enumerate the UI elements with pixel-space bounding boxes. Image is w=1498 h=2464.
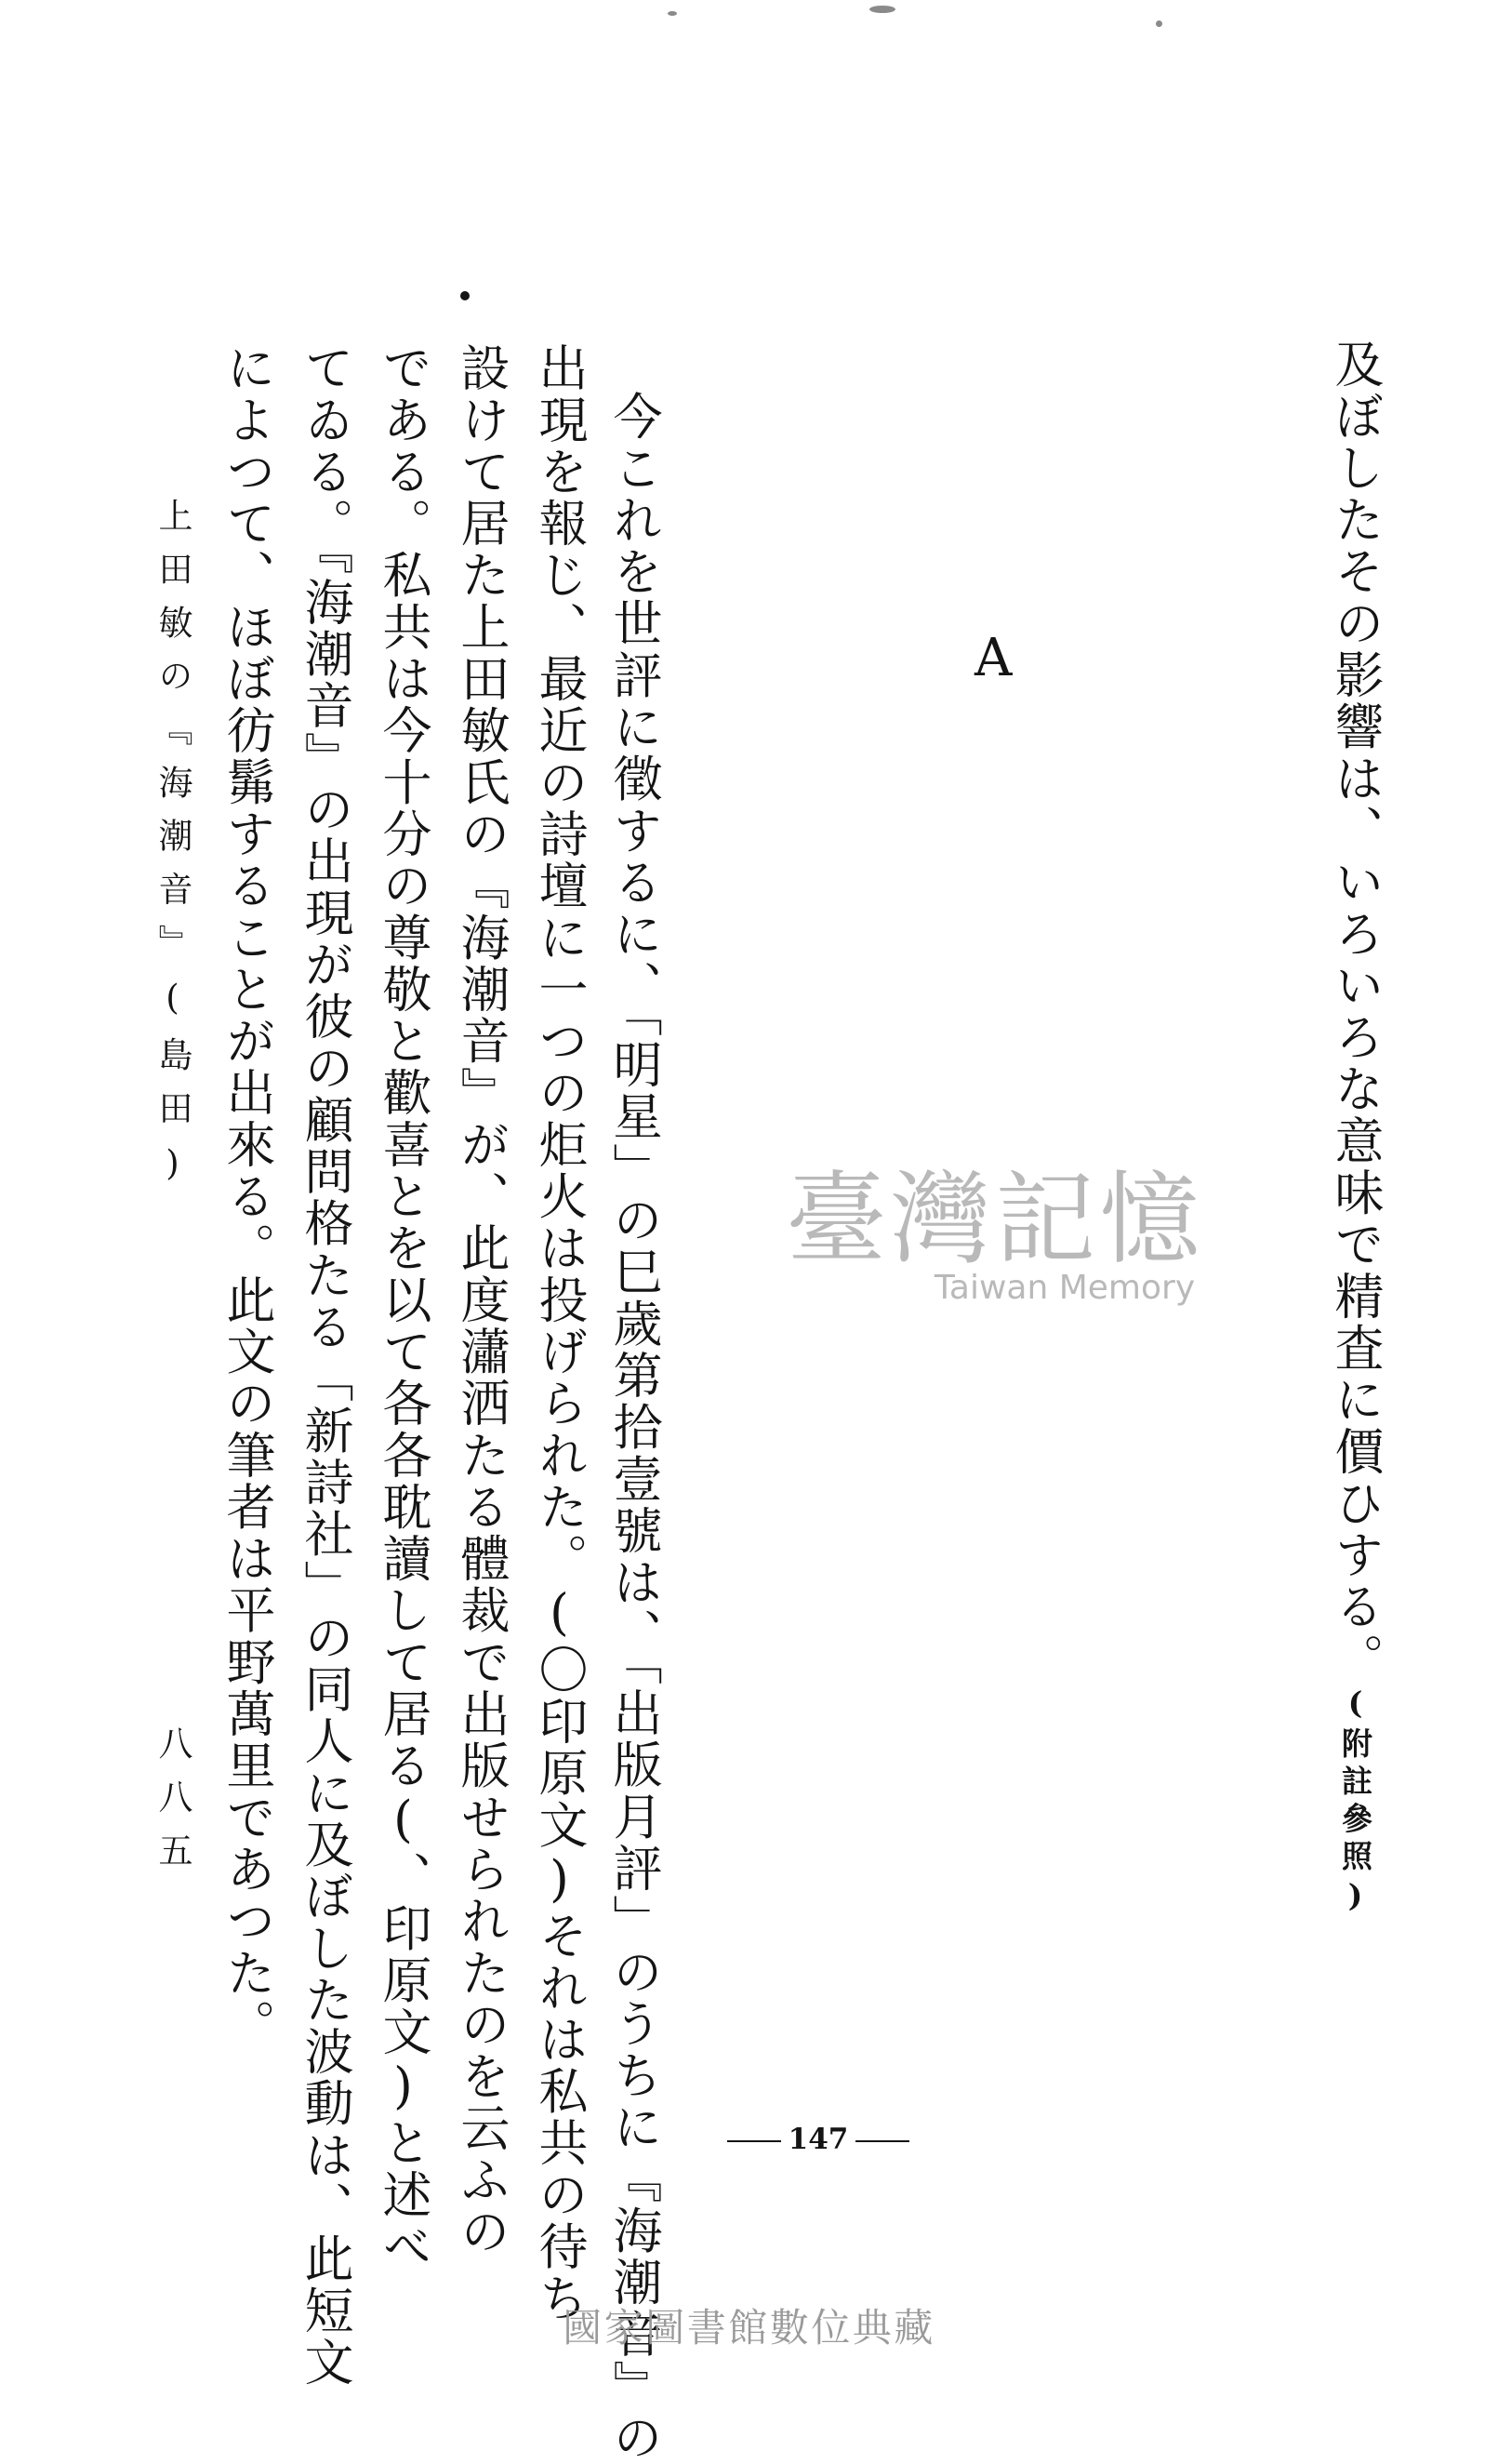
- scan-speck: [1156, 20, 1162, 27]
- library-footer: 國家圖書館數位典藏: [563, 2305, 935, 2351]
- running-head: 上田敏の『海潮音』(島田): [152, 498, 192, 1203]
- scan-speck: [869, 6, 895, 13]
- watermark: [744, 1162, 1246, 1308]
- section-letter: A: [974, 628, 1013, 688]
- watermark-subtitle: Taiwan Memory: [934, 1269, 1196, 1308]
- watermark-title: 臺灣記憶: [786, 1162, 1204, 1278]
- text-column-1: [1327, 339, 1384, 1921]
- text-line: 及ぼしたその影響は、いろいろな意味で精査に價ひする。: [1327, 339, 1384, 1685]
- scan-speck: [668, 11, 677, 16]
- text-column-6: てゐる。『海潮音』の出現が彼の顧問格たる「新詩社」の同人に及ぼした波動は、此短文: [297, 342, 353, 2389]
- text-column-4: 設けて居た上田敏氏の『海潮音』が、此度瀟洒たる體裁で出版せられたのを云ふの: [453, 342, 510, 2258]
- note-see-appendix: (附註參照): [1337, 1684, 1373, 1921]
- page-number: [716, 2125, 921, 2154]
- text-column-5: である。私共は今十分の尊敬と歡喜とを以て各各耽讀して居る(、印原文)と述べ: [375, 342, 431, 2273]
- leaf-number: 八八五: [152, 1725, 192, 1886]
- text-column-2: 今これを世評に徵するに、「明星」の巳歲第拾壹號は、「出版月評」のうちに『海潮音』の: [605, 391, 662, 2464]
- bullet-mark: [460, 291, 470, 300]
- text-column-3: 出現を報じ、最近の詩壇に一つの炬火は投げられた。(〇印原文)それは私共の待ち: [531, 342, 588, 2324]
- text-column-7: によつて、ほぼ彷髴することが出來る。此文の筆者は平野萬里であつた。: [219, 342, 275, 2051]
- page-number-text: 147: [788, 2123, 849, 2156]
